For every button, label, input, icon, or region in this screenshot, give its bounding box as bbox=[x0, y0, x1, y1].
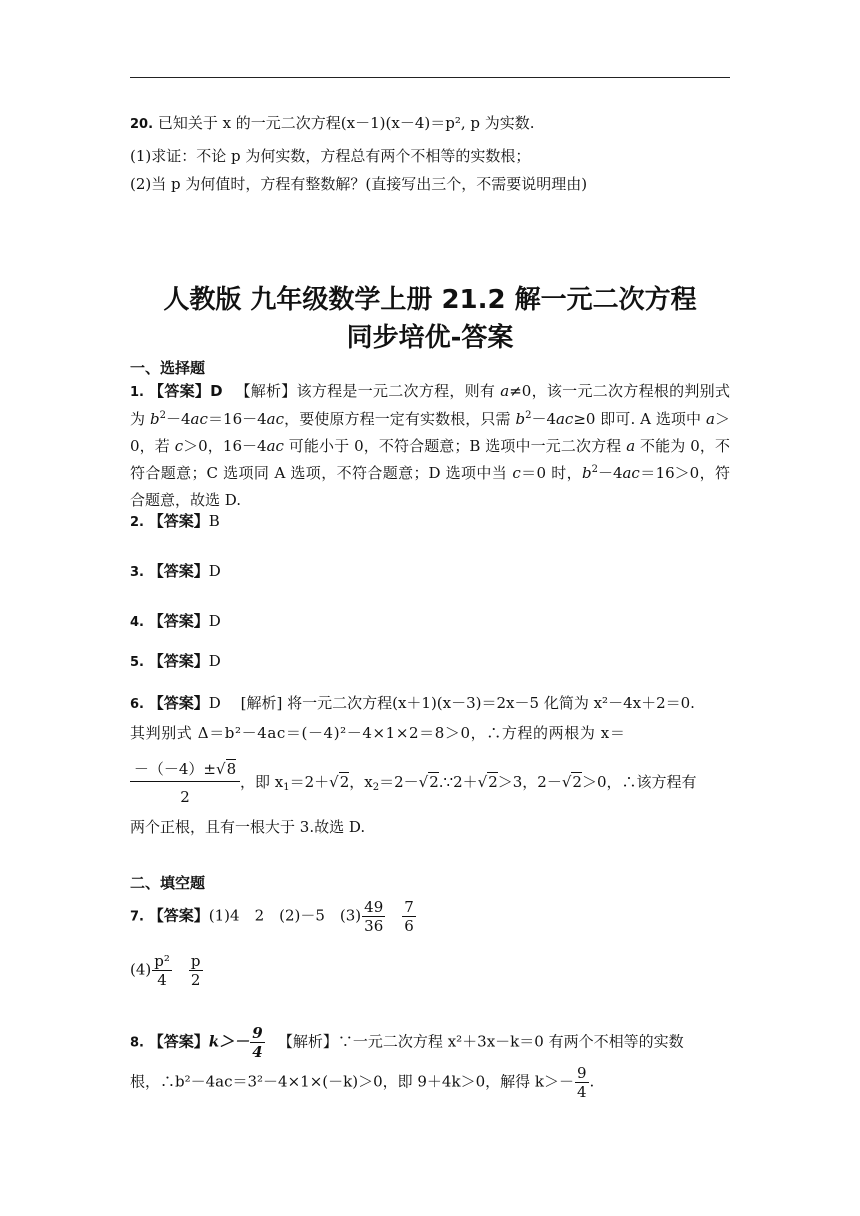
answer-value: B bbox=[208, 512, 220, 530]
answer-number: 8. bbox=[130, 1035, 144, 1051]
fraction-numerator: －（－4）±√8 bbox=[130, 757, 240, 782]
answer-label: 【答案】 bbox=[148, 906, 209, 925]
numerator-text: －（－4）± bbox=[133, 760, 216, 778]
answer-label: 【答案】 bbox=[148, 612, 209, 630]
analysis-text: ＞0，16－4 bbox=[183, 437, 267, 455]
answer-value: D bbox=[208, 612, 221, 630]
question-20-part-1: (1)求证：不论 p 为何实数，方程总有两个不相等的实数根； bbox=[130, 147, 531, 165]
var-a: a bbox=[626, 437, 636, 455]
header-rule bbox=[130, 77, 730, 78]
sqrt-radicand: 8 bbox=[226, 760, 237, 778]
answer-4 bbox=[130, 608, 730, 636]
analysis-text: ＝2＋ bbox=[289, 773, 330, 791]
answer-6-line-2: 其判别式 Δ＝b²－4ac＝(－4)²－4×1×2＝8＞0，∴方程的两根为 x＝ bbox=[130, 724, 626, 742]
analysis-text: 将一元二次方程(x＋1)(x－3)＝2x－5 化简为 x²－4x＋2＝0. bbox=[287, 694, 695, 712]
answer-label: 【答案】 bbox=[148, 1032, 209, 1051]
analysis-text: ＞3，2－ bbox=[497, 773, 562, 791]
section-heading-fill: 二、填空题 bbox=[130, 874, 206, 892]
var-ac: ac bbox=[266, 437, 284, 455]
var-ac: ac bbox=[266, 410, 285, 428]
answer-number: 7. bbox=[130, 909, 144, 925]
exponent: 2 bbox=[159, 410, 166, 421]
answer-text: (1)4 2 (2)－5 (3) bbox=[208, 906, 362, 925]
answer-value: D bbox=[208, 562, 221, 580]
fraction bbox=[250, 1024, 264, 1061]
analysis-text: ，x bbox=[349, 773, 373, 791]
answer-5 bbox=[130, 648, 730, 676]
analysis-text: ＝16＞0，符合题意，故选 D. bbox=[130, 464, 730, 509]
subscript: 1 bbox=[283, 782, 290, 793]
analysis-label: 【解析】 bbox=[242, 382, 297, 400]
var-b: b bbox=[581, 464, 592, 482]
answer-6 bbox=[130, 690, 730, 718]
var-c: c bbox=[174, 437, 184, 455]
analysis-text: ，要使原方程一定有实数根，只需 bbox=[284, 410, 516, 428]
answer-3 bbox=[130, 558, 730, 586]
answer-text: (4) bbox=[130, 960, 152, 979]
answer-2 bbox=[130, 508, 730, 536]
page-title-line-2: 同步培优-答案 bbox=[346, 323, 514, 353]
analysis-text: －4 bbox=[531, 410, 556, 428]
answer-label: 【答案】 bbox=[148, 652, 209, 670]
denominator: 4 bbox=[576, 1083, 587, 1101]
denominator: 36 bbox=[364, 917, 384, 935]
sqrt-radicand: 2 bbox=[488, 773, 498, 791]
answer-number: 5. bbox=[130, 655, 144, 670]
denominator: 4 bbox=[157, 971, 167, 989]
answer-label: 【答案】 bbox=[148, 512, 209, 530]
var-b: b bbox=[149, 410, 160, 428]
analysis-text: 该方程是一元二次方程，则有 bbox=[296, 382, 501, 400]
analysis-text: 可能小于 0，不符合题意；B 选项中一元二次方程 bbox=[283, 437, 627, 455]
section-heading-choice: 一、选择题 bbox=[130, 359, 206, 377]
answer-7 bbox=[130, 898, 730, 935]
denominator: 2 bbox=[190, 971, 201, 989]
analysis-text: ＞0，∴该方程有 bbox=[581, 773, 697, 791]
answer-number: 3. bbox=[130, 565, 144, 580]
denominator: 4 bbox=[252, 1043, 263, 1061]
answer-value: D bbox=[208, 652, 221, 670]
answer-7-part-4 bbox=[130, 952, 730, 989]
analysis-text: .∵2＋ bbox=[438, 773, 478, 791]
fraction-denominator: 2 bbox=[180, 788, 190, 806]
answer-8-line-2 bbox=[130, 1064, 730, 1101]
exponent: 2 bbox=[525, 410, 532, 421]
question-stem: 已知关于 x 的一元二次方程(x－1)(x－4)＝p², p 为实数. bbox=[157, 114, 535, 132]
fraction bbox=[402, 898, 416, 935]
answer-value: D bbox=[210, 382, 223, 400]
var-a: a bbox=[500, 382, 510, 400]
analysis-text: ≠0，该一元二次方程根的判别式为 bbox=[130, 382, 730, 428]
sqrt-radicand: 2 bbox=[572, 773, 582, 791]
analysis-label: 【解析】 bbox=[285, 1032, 338, 1051]
page-title-line-1: 人教版 九年级数学上册 21.2 解一元二次方程 bbox=[163, 285, 697, 315]
answer-label: 【答案】 bbox=[148, 562, 209, 580]
analysis-text: ＝0 时， bbox=[520, 464, 582, 482]
numerator: 49 bbox=[364, 898, 384, 916]
numerator: p² bbox=[154, 952, 170, 970]
sqrt-radicand: 2 bbox=[339, 773, 350, 791]
answer-number: 2. bbox=[130, 515, 144, 530]
sqrt-radicand: 2 bbox=[429, 773, 439, 791]
var-ac: ac bbox=[622, 464, 640, 482]
var-a: a bbox=[706, 410, 715, 428]
var-b: b bbox=[515, 410, 526, 428]
exponent: 2 bbox=[591, 464, 598, 475]
answer-8 bbox=[130, 1024, 730, 1061]
answer-label: 【答案】 bbox=[148, 694, 209, 712]
fraction bbox=[362, 898, 385, 935]
question-number: 20. bbox=[130, 117, 154, 132]
answer-6-line-3: ，即 $x_1=2+√2$，$x_2=2-√2.\because 2+√2>3$，2－√2＞0，∴该方程有 bbox=[240, 773, 697, 793]
analysis-text: －4 bbox=[597, 464, 623, 482]
question-20-part-2: (2)当 p 为何值时，方程有整数解？(直接写出三个，不需要说明理由) bbox=[130, 175, 588, 193]
analysis-text: 不能为 0，不符合题意；C 选项同 A 选项，不符合题意；D 选项中当 bbox=[130, 437, 730, 482]
answer-label: 【答案】 bbox=[149, 382, 211, 400]
analysis-label: [解析] bbox=[240, 694, 283, 712]
analysis-text: ≥0 即可. A 选项中 bbox=[573, 410, 706, 428]
var-c: c bbox=[512, 464, 521, 482]
numerator: 9 bbox=[252, 1024, 263, 1042]
answer-1 bbox=[130, 378, 730, 514]
analysis-text: －4 bbox=[165, 410, 191, 428]
fraction bbox=[152, 952, 172, 989]
question-20 bbox=[130, 110, 730, 138]
analysis-text: 根，∴b²－4ac＝3²－4×1×(－k)＞0，即 9＋4k＞0，解得 k＞－ bbox=[130, 1072, 574, 1091]
denominator: 6 bbox=[404, 917, 414, 935]
analysis-text: . bbox=[589, 1072, 595, 1091]
analysis-text: ，即 x bbox=[240, 773, 284, 791]
answer-number: 6. bbox=[130, 697, 144, 712]
fraction bbox=[189, 952, 203, 989]
subscript: 2 bbox=[372, 782, 380, 793]
analysis-text: ＝2－ bbox=[379, 773, 419, 791]
answer-number: 1. bbox=[130, 385, 144, 400]
numerator: 9 bbox=[576, 1064, 587, 1082]
var-ac: ac bbox=[555, 410, 574, 428]
answer-value: k＞－ bbox=[208, 1032, 250, 1051]
analysis-text: ∵一元二次方程 x²＋3x－k＝0 有两个不相等的实数 bbox=[337, 1032, 684, 1051]
answer-number: 4. bbox=[130, 615, 144, 630]
numerator: p bbox=[190, 952, 201, 970]
answer-value: D bbox=[208, 694, 221, 712]
answer-6-line-4: 两个正根，且有一根大于 3.故选 D. bbox=[130, 818, 366, 836]
numerator: 7 bbox=[404, 898, 414, 916]
analysis-text: ＝16－4 bbox=[207, 410, 267, 428]
fraction bbox=[575, 1064, 589, 1101]
analysis-text: ＞0，若 bbox=[130, 410, 730, 455]
root-formula-fraction bbox=[130, 757, 240, 812]
var-ac: ac bbox=[190, 410, 208, 428]
